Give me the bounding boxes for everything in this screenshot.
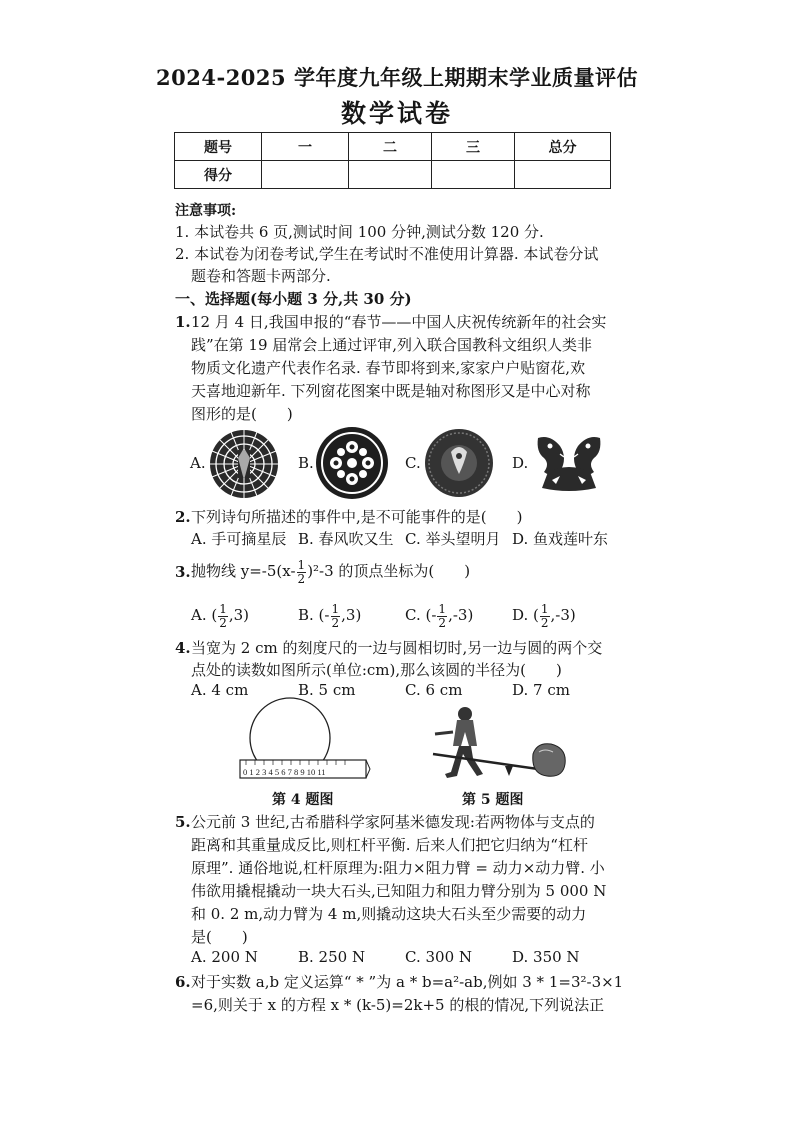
fraction: $\frac{1}{2}$ (219, 601, 227, 630)
question-text: 和 0. 2 m,动力臂为 4 m,则撬动这块大石头至少需要的动力 (191, 905, 587, 923)
score-input-cell (432, 161, 515, 189)
option: D. 7 cm (512, 681, 570, 699)
question-text: 当宽为 2 cm 的刻度尺的一边与圆相切时,另一边与圆的两个交 (191, 639, 603, 657)
question-text: 原理”. 通俗地说,杠杆原理为:阻力×阻力臂 = 动力×动力臂. 小 (191, 859, 605, 877)
fraction: $\frac{1}{2}$ (438, 601, 447, 630)
figure-caption: 第 4 题图 (272, 792, 334, 808)
score-cell: 总分 (515, 133, 611, 161)
paper-cut-b-icon (315, 426, 389, 500)
question-number: 3. (175, 563, 191, 581)
figure-caption: 第 5 题图 (462, 792, 524, 808)
option: B. 5 cm (298, 681, 356, 699)
option: B. (- $\frac{1}{2}$ ,3) (298, 601, 362, 630)
fraction: $\frac{1}{2}$ (297, 557, 306, 586)
q3-text-pre: 抛物线 y=-5(x- (191, 562, 296, 580)
exam-title: 2024-2025 学年度九年级上期期末学业质量评估 (156, 65, 638, 90)
paper-cut-a-icon (208, 428, 280, 500)
notice-item: 题卷和答题卡两部分. (191, 267, 331, 285)
question-text: 公元前 3 世纪,古希腊科学家阿基米德发现:若两物体与支点的 (191, 813, 595, 831)
circle-ruler-figure (238, 702, 370, 782)
question-number: 2. (175, 508, 191, 526)
question-text: 距离和其重量成反比,则杠杆平衡. 后来人们把它归纳为“杠杆 (191, 836, 588, 854)
option: A. 4 cm (191, 681, 249, 699)
section-heading: 一、选择题(每小题 3 分,共 30 分) (175, 290, 412, 308)
option-label: D. (512, 454, 529, 472)
option: D. 鱼戏莲叶东 (512, 530, 609, 548)
question-text: 下列诗句所描述的事件中,是不可能事件的是( ) (191, 508, 523, 526)
option: C. (- $\frac{1}{2}$ ,-3) (405, 601, 474, 630)
score-table-score-row (175, 161, 611, 189)
lever-figure (425, 702, 575, 786)
question-number: 4. (175, 639, 191, 657)
option-label: B. (298, 454, 314, 472)
question-text: 天喜地迎新年. 下列窗花图案中既是轴对称图形又是中心对称 (191, 382, 591, 400)
score-table (174, 132, 611, 189)
fraction: $\frac{1}{2}$ (540, 601, 549, 630)
fraction: $\frac{1}{2}$ (331, 601, 340, 630)
score-cell: 题号 (175, 133, 262, 161)
option: C. 举头望明月 (405, 530, 501, 548)
score-input-cell (262, 161, 349, 189)
option-label: C. (405, 454, 421, 472)
notice-heading: 注意事项: (175, 203, 237, 219)
option: A. ( $\frac{1}{2}$ ,3) (191, 601, 250, 630)
exam-subtitle: 数学试卷 (340, 99, 453, 128)
question-text: 对于实数 a,b 定义运算“ * ”为 a * b=a²-ab,例如 3 * 1=3²-3×1 (191, 973, 624, 991)
question-text: 点处的读数如图所示(单位:cm),那么该圆的半径为( ) (191, 661, 562, 679)
question-number: 5. (175, 813, 191, 831)
question-text: 物质文化遗产代表作名录. 春节即将到来,家家户户贴窗花,欢 (191, 359, 586, 377)
ruler-ticks: 0 1 2 3 4 5 6 7 8 9 10 11 (243, 767, 326, 777)
question-text: 12 月 4 日,我国申报的“春节——中国人庆祝传统新年的社会实 (191, 313, 607, 331)
score-input-cell (349, 161, 432, 189)
score-cell: 一 (262, 133, 349, 161)
score-cell: 二 (349, 133, 432, 161)
option: A. 手可摘星辰 (191, 530, 287, 548)
question-text: 伟欲用撬棍撬动一块大石头,已知阻力和阻力臂分别为 5 000 N (191, 882, 607, 900)
option: D. 350 N (512, 948, 580, 966)
question-text: =6,则关于 x 的方程 x * (k-5)=2k+5 的根的情况,下列说法正 (191, 996, 605, 1014)
option: A. 200 N (191, 948, 258, 966)
notice-item: 1. 本试卷共 6 页,测试时间 100 分钟,测试分数 120 分. (175, 223, 544, 241)
question-text: 践”在第 19 届常会上通过评审,列入联合国教科文组织人类非 (191, 336, 593, 354)
option: B. 春风吹又生 (298, 530, 394, 548)
score-cell: 得分 (175, 161, 262, 189)
score-input-cell (515, 161, 611, 189)
paper-cut-d-icon (530, 432, 608, 494)
question-text: 图形的是( ) (191, 405, 293, 423)
option: C. 6 cm (405, 681, 463, 699)
paper-cut-c-icon (424, 428, 494, 498)
question-text (191, 553, 470, 589)
question-text: 是( ) (191, 928, 248, 946)
option-label: A. (190, 454, 206, 472)
option: C. 300 N (405, 948, 473, 966)
option: B. 250 N (298, 948, 366, 966)
question-number: 1. (175, 313, 191, 331)
score-table-header-row (175, 133, 611, 161)
option: D. ( $\frac{1}{2}$ ,-3) (512, 601, 576, 630)
notice-item: 2. 本试卷为闭卷考试,学生在考试时不准使用计算器. 本试卷分试 (175, 245, 599, 263)
question-number: 6. (175, 973, 191, 991)
q3-text-post: )²-3 的顶点坐标为( ) (307, 562, 471, 580)
score-cell: 三 (432, 133, 515, 161)
